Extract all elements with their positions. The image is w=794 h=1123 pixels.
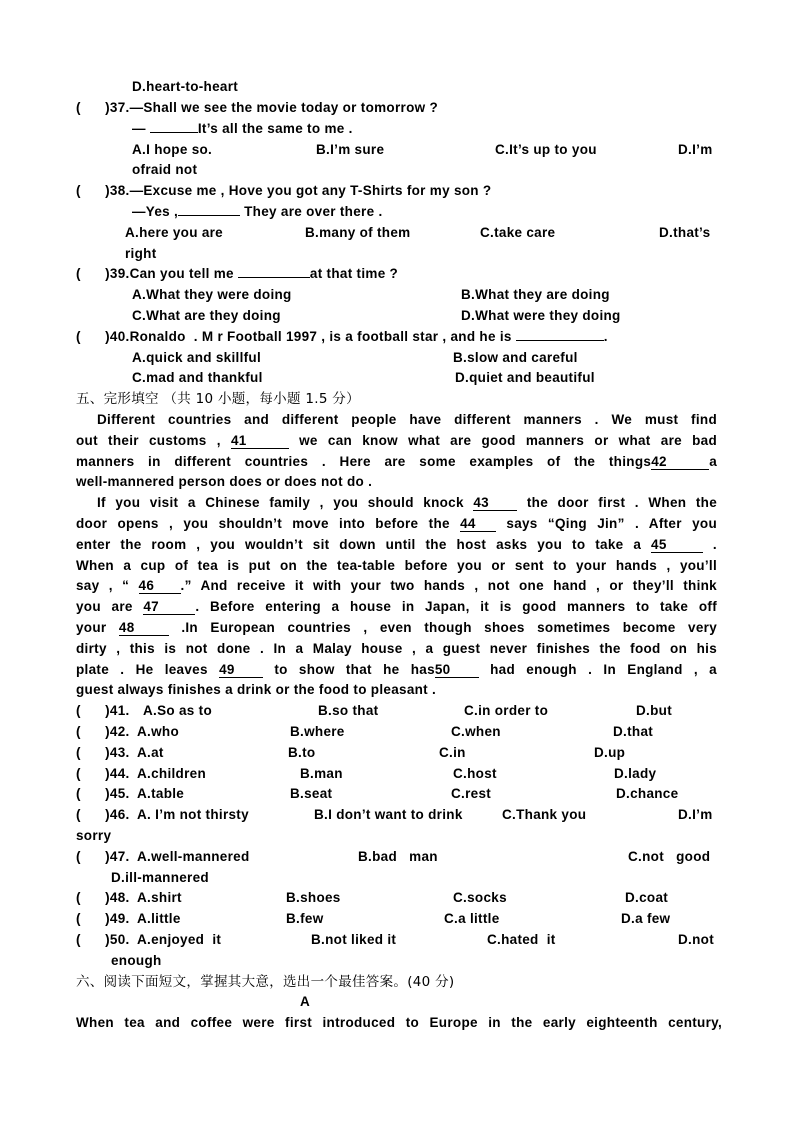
q38-option-d: D.that’s: [659, 225, 711, 240]
q37-number: ( )37.: [76, 100, 130, 115]
q45-number: ( )45.: [76, 786, 130, 801]
passage-label: A: [300, 994, 311, 1009]
passage-line: plate . He leaves 49 to show that he has50 had enough . In England , a: [76, 662, 717, 677]
passage-line: dirty , this is not done . In a Malay house , a guest never finishes the food on his: [76, 641, 717, 656]
q40-option-b: B.slow and careful: [453, 350, 578, 365]
q40-option-c: C.mad and thankful: [132, 370, 263, 385]
q44-option-d: D.lady: [614, 766, 657, 781]
q47-option-d: D.ill-mannered: [111, 870, 209, 885]
q38-option-c: C.take care: [480, 225, 556, 240]
q39-number: ( )39.: [76, 266, 130, 281]
blank-49[interactable]: 49: [219, 662, 263, 678]
q38-option-d-cont: right: [125, 246, 157, 261]
q48-number: ( )48.: [76, 890, 130, 905]
q44-option-b: B.man: [300, 766, 343, 781]
q40-stem: ( )40.Ronaldo . M r Football 1997 , is a football star , and he is .: [76, 329, 608, 344]
q46-number: ( )46.: [76, 807, 130, 822]
q37-stem: [76, 99, 438, 117]
q39-option-c: C.What are they doing: [132, 308, 281, 323]
q42-option-a: A.who: [137, 724, 179, 739]
passage-line: door opens , you shouldn’t move into before the 44 says “Qing Jin” . After you: [76, 516, 717, 531]
passage-line: If you visit a Chinese family , you should knock 43 the door first . When the: [97, 495, 717, 510]
passage-line: enter the room , you wouldn’t sit down until the host asks you to take a 45 .: [76, 537, 717, 552]
blank-42[interactable]: 42: [651, 454, 709, 470]
q37-option-d: D.I’m: [678, 142, 713, 157]
q37-question: —Shall we see the movie today or tomorrow ?: [129, 100, 439, 115]
q38-option-b: B.many of them: [305, 225, 411, 240]
q49-option-b: B.few: [286, 911, 324, 926]
passage-line: Different countries and different people have different manners . We must find: [97, 412, 717, 427]
blank-48[interactable]: 48: [119, 620, 169, 636]
blank-44[interactable]: 44: [460, 516, 496, 532]
q48-option-c: C.socks: [453, 890, 507, 905]
q48-option-b: B.shoes: [286, 890, 341, 905]
q38-stem: [76, 182, 491, 200]
q46-option-b: B.I don’t want to drink: [314, 807, 463, 822]
q41-option-d: D.but: [636, 703, 672, 718]
q37-blank[interactable]: [150, 132, 198, 133]
q38-blank[interactable]: [178, 215, 240, 216]
reading-passage-line: When tea and coffee were first introduced to Europe in the early eighteenth century,: [76, 1015, 722, 1030]
q49-option-a: A.little: [137, 911, 181, 926]
q42-option-b: B.where: [290, 724, 345, 739]
q40-option-d: D.quiet and beautiful: [455, 370, 595, 385]
q41-option-a: A.So as to: [143, 703, 213, 718]
q46-option-d-cont: sorry: [76, 828, 112, 843]
passage-line: manners in different countries . Here are some examples of the things42 a: [76, 454, 717, 469]
q46-option-d: D.I’m: [678, 807, 713, 822]
passage-line: say , “ 46 .” And receive it with your two hands , not one hand , or they’ll think: [76, 578, 717, 593]
passage-line: your 48 .In European countries , even though shoes sometimes become very: [76, 620, 717, 635]
q41-option-b: B.so that: [318, 703, 379, 718]
q42-option-d: D.that: [613, 724, 654, 739]
q49-number: ( )49.: [76, 911, 130, 926]
q49-option-c: C.a little: [444, 911, 500, 926]
blank-45[interactable]: 45: [651, 537, 703, 553]
q38-question: —Excuse me , Hove you got any T-Shirts for my son ?: [129, 183, 492, 198]
q45-option-a: A.table: [137, 786, 185, 801]
q37-option-a: A.I hope so.: [132, 142, 213, 157]
q44-number: ( )44.: [76, 766, 130, 781]
q37-option-c: C.It’s up to you: [495, 142, 597, 157]
passage-line: When a cup of tea is put on the tea-table before you or sent to your hands , you’ll: [76, 558, 717, 573]
q39-blank[interactable]: [238, 277, 310, 278]
passage-line: out their customs , 41 we can know what are good manners or what are bad: [76, 433, 717, 448]
q45-option-c: C.rest: [451, 786, 492, 801]
q37-option-d-cont: ofraid not: [132, 162, 198, 177]
blank-46[interactable]: 46: [139, 578, 181, 594]
q40-blank[interactable]: [516, 340, 604, 341]
q39-option-b: B.What they are doing: [461, 287, 610, 302]
passage-line: you are 47 . Before entering a house in Japan, it is good manners to take off: [76, 599, 718, 614]
q50-option-b: B.not liked it: [311, 932, 397, 947]
q50-option-d-cont: enough: [111, 953, 162, 968]
q36-option-d: D.heart-to-heart: [132, 79, 239, 94]
q38-number: ( )38.: [76, 183, 130, 198]
q50-number: ( )50.: [76, 932, 130, 947]
passage-line: guest always finishes a drink or the food to pleasant .: [76, 682, 437, 697]
blank-43[interactable]: 43: [473, 495, 517, 511]
q47-option-a: A.well-mannered: [137, 849, 250, 864]
q50-option-d: D.not: [678, 932, 714, 947]
q41-option-c: C.in order to: [464, 703, 549, 718]
q43-option-d: D.up: [594, 745, 626, 760]
q43-number: ( )43.: [76, 745, 130, 760]
q43-option-c: C.in: [439, 745, 466, 760]
q48-option-a: A.shirt: [137, 890, 182, 905]
section-6-title: 六、阅读下面短文，掌握其大意，选出一个最佳答案。(40 分): [76, 974, 455, 990]
blank-41[interactable]: 41: [231, 433, 289, 449]
q38-option-a: A.here you are: [125, 225, 223, 240]
q41-number: ( )41.: [76, 703, 130, 718]
q45-option-b: B.seat: [290, 786, 333, 801]
q42-number: ( )42.: [76, 724, 130, 739]
q47-number: ( )47.: [76, 849, 130, 864]
blank-50[interactable]: 50: [435, 662, 479, 678]
section-5-title: 五、完形填空 （共 10 小题，每小题 1.5 分）: [76, 391, 360, 407]
q39-option-d: D.What were they doing: [461, 308, 621, 323]
q38-reply: —Yes , They are over there .: [132, 204, 383, 219]
q44-option-a: A.children: [137, 766, 207, 781]
q37-reply: — It’s all the same to me .: [132, 121, 353, 136]
q50-option-a: A.enjoyed it: [137, 932, 222, 947]
passage-line: well-mannered person does or does not do .: [76, 474, 373, 489]
q49-option-d: D.a few: [621, 911, 671, 926]
blank-47[interactable]: 47: [143, 599, 195, 615]
q46-option-c: C.Thank you: [502, 807, 587, 822]
q46-option-a: A. I’m not thirsty: [137, 807, 249, 822]
q47-option-c: C.not good: [628, 849, 711, 864]
q40-option-a: A.quick and skillful: [132, 350, 262, 365]
q37-option-b: B.I’m sure: [316, 142, 385, 157]
q40-number: ( )40.: [76, 329, 130, 344]
q50-option-c: C.hated it: [487, 932, 556, 947]
q39-stem: ( )39.Can you tell me at that time ?: [76, 266, 399, 281]
q47-option-b: B.bad man: [358, 849, 438, 864]
q48-option-d: D.coat: [625, 890, 669, 905]
q43-option-a: A.at: [137, 745, 164, 760]
q39-option-a: A.What they were doing: [132, 287, 292, 302]
q43-option-b: B.to: [288, 745, 316, 760]
q45-option-d: D.chance: [616, 786, 679, 801]
q42-option-c: C.when: [451, 724, 501, 739]
q44-option-c: C.host: [453, 766, 497, 781]
